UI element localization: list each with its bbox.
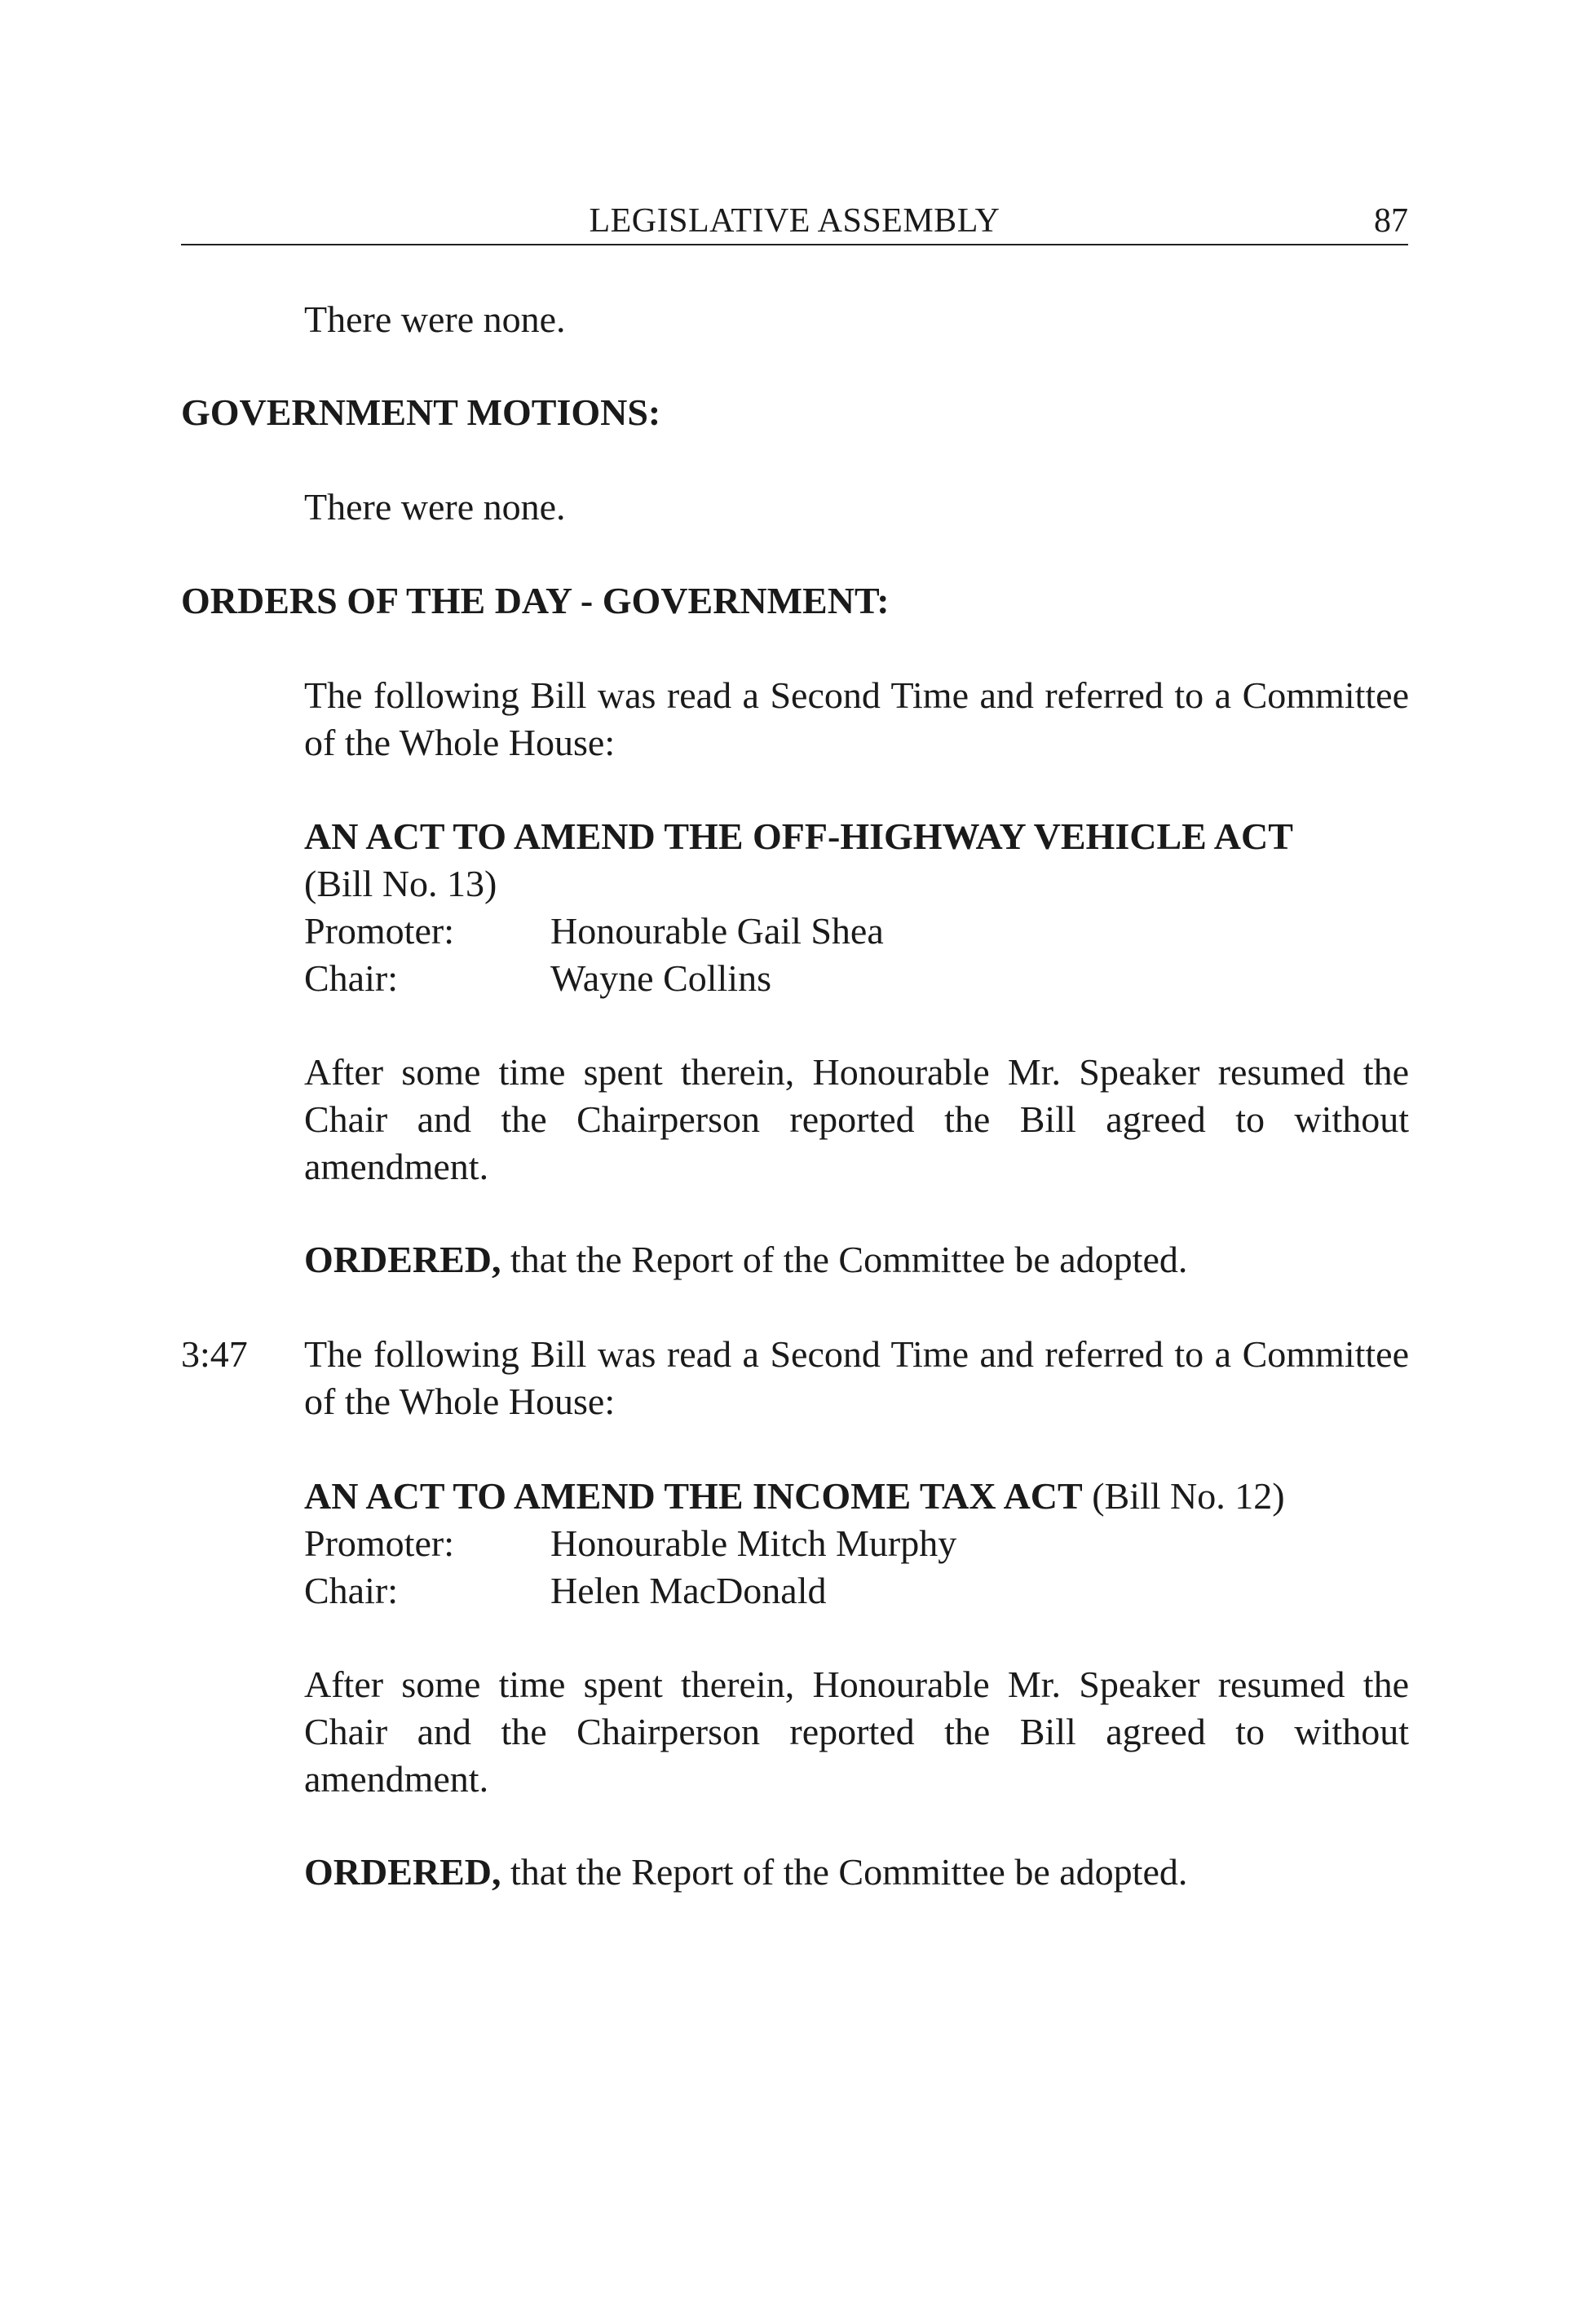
ordered-label: ORDERED, bbox=[304, 1851, 501, 1893]
bill2-number: (Bill No. 12) bbox=[1082, 1475, 1285, 1517]
bill1-number: (Bill No. 13) bbox=[304, 863, 497, 904]
bill1-chair: Wayne Collins bbox=[550, 957, 771, 999]
bill1-intro: The following Bill was read a Second Time and referred to a Committee of the Whole House: bbox=[304, 674, 1409, 763]
bill1-chair-label: Chair: bbox=[304, 957, 398, 999]
gov-motions-none-text: There were none. bbox=[304, 486, 566, 528]
bill1-report: After some time spent therein, Honourable Mr. Speaker resumed the Chair and the Chairperson reported the Bill agreed to without amendment. bbox=[304, 1051, 1409, 1187]
ordered-text: that the Report of the Committee be adopted. bbox=[501, 1239, 1188, 1280]
prev-none-text: There were none. bbox=[304, 298, 566, 340]
page-header bbox=[181, 201, 1408, 245]
bill2-chair: Helen MacDonald bbox=[550, 1570, 827, 1611]
bill2-report: After some time spent therein, Honourable Mr. Speaker resumed the Chair and the Chairperson reported the Bill agreed to without amendment. bbox=[304, 1663, 1409, 1800]
bill2-promoter-label: Promoter: bbox=[304, 1522, 454, 1564]
bill1-promoter-label: Promoter: bbox=[304, 910, 454, 952]
bill2-chair-label: Chair: bbox=[304, 1570, 398, 1611]
gov-motions-heading: GOVERNMENT MOTIONS: bbox=[181, 391, 661, 433]
bill2-title: AN ACT TO AMEND THE INCOME TAX ACT bbox=[304, 1475, 1083, 1517]
ordered-label: ORDERED, bbox=[304, 1239, 501, 1280]
bill2-promoter: Honourable Mitch Murphy bbox=[550, 1522, 957, 1564]
bill1-promoter: Honourable Gail Shea bbox=[550, 910, 884, 952]
bill1-ordered bbox=[304, 1237, 1187, 1283]
bill2-ordered bbox=[304, 1849, 1187, 1895]
page-number: 87 bbox=[1374, 202, 1408, 240]
bill2-time: 3:47 bbox=[181, 1333, 248, 1375]
bill2-intro: The following Bill was read a Second Time and referred to a Committee of the Whole House: bbox=[304, 1333, 1409, 1422]
bill2-title-line bbox=[304, 1473, 1285, 1519]
bill1-title: AN ACT TO AMEND THE OFF-HIGHWAY VEHICLE ACT bbox=[304, 815, 1293, 857]
ordered-text: that the Report of the Committee be adopted. bbox=[501, 1851, 1188, 1893]
header-title: LEGISLATIVE ASSEMBLY bbox=[589, 202, 1000, 240]
orders-heading: ORDERS OF THE DAY - GOVERNMENT: bbox=[181, 580, 890, 621]
